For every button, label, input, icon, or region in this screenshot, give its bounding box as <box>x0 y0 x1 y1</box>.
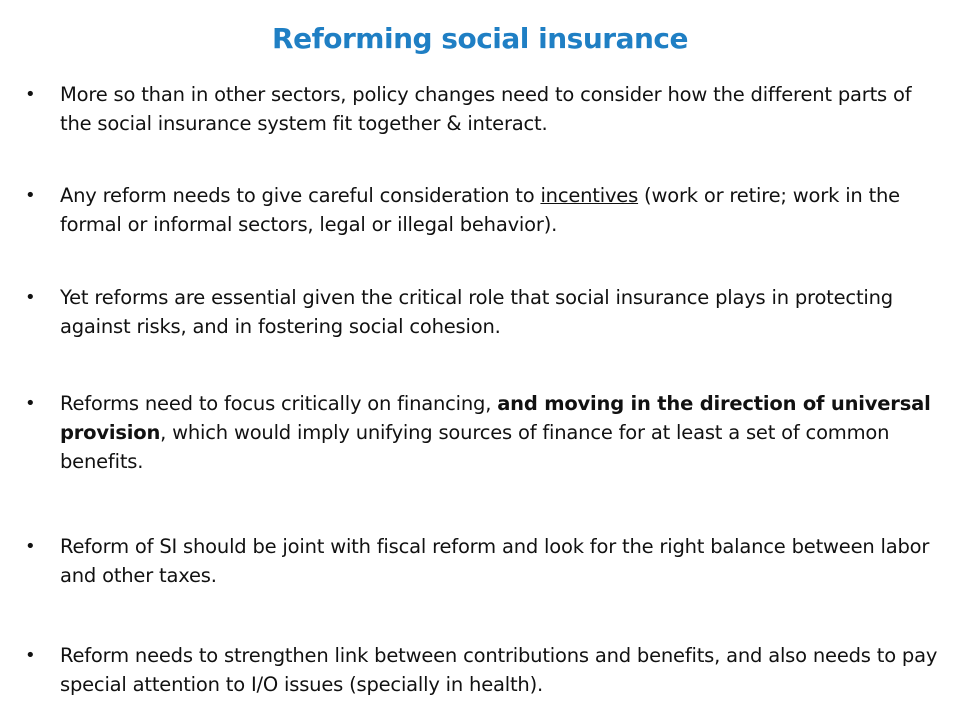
bullet-text-post: , which would imply unifying sources of finance for at least a set of common benefits. <box>60 421 890 473</box>
bullet-dot-icon: • <box>25 185 36 206</box>
bullet-text: Reform needs to strengthen link between contributions and benefits, and also needs to pay special attention to I/O issues (specially in health). <box>60 644 938 696</box>
bullet-item <box>25 181 945 239</box>
bullet-item <box>25 389 945 476</box>
bullet-text: Yet reforms are essential given the critical role that social insurance plays in protecting against risks, and in fostering social cohesion. <box>60 286 893 338</box>
bullet-item <box>25 80 945 138</box>
bullet-text-post: (work or retire; work in the formal or informal sectors, legal or illegal behavior). <box>60 184 900 236</box>
bullet-dot-icon: • <box>25 393 36 414</box>
bullet-text-pre: Reforms need to focus critically on financing, <box>60 392 498 415</box>
bullet-text: Reform of SI should be joint with fiscal reform and look for the right balance between labor and other taxes. <box>60 535 930 587</box>
underlined-term: incentives <box>540 184 639 207</box>
bullet-text-pre: Any reform needs to give careful consideration to <box>60 184 541 207</box>
bullet-item <box>25 283 945 341</box>
bullet-dot-icon: • <box>25 287 36 308</box>
bullet-dot-icon: • <box>25 645 36 666</box>
bullet-dot-icon: • <box>25 536 36 557</box>
bullet-text: More so than in other sectors, policy changes need to consider how the different parts of the social insurance system fit together & interact. <box>60 83 912 135</box>
bullet-text <box>60 184 900 236</box>
bold-phrase: and moving in the direction of universal provision <box>60 392 931 444</box>
bullet-text <box>60 392 931 473</box>
bullet-item <box>25 532 945 590</box>
bullet-dot-icon: • <box>25 84 36 105</box>
bullet-item <box>25 641 945 699</box>
slide-title: Reforming social insurance <box>272 22 688 55</box>
